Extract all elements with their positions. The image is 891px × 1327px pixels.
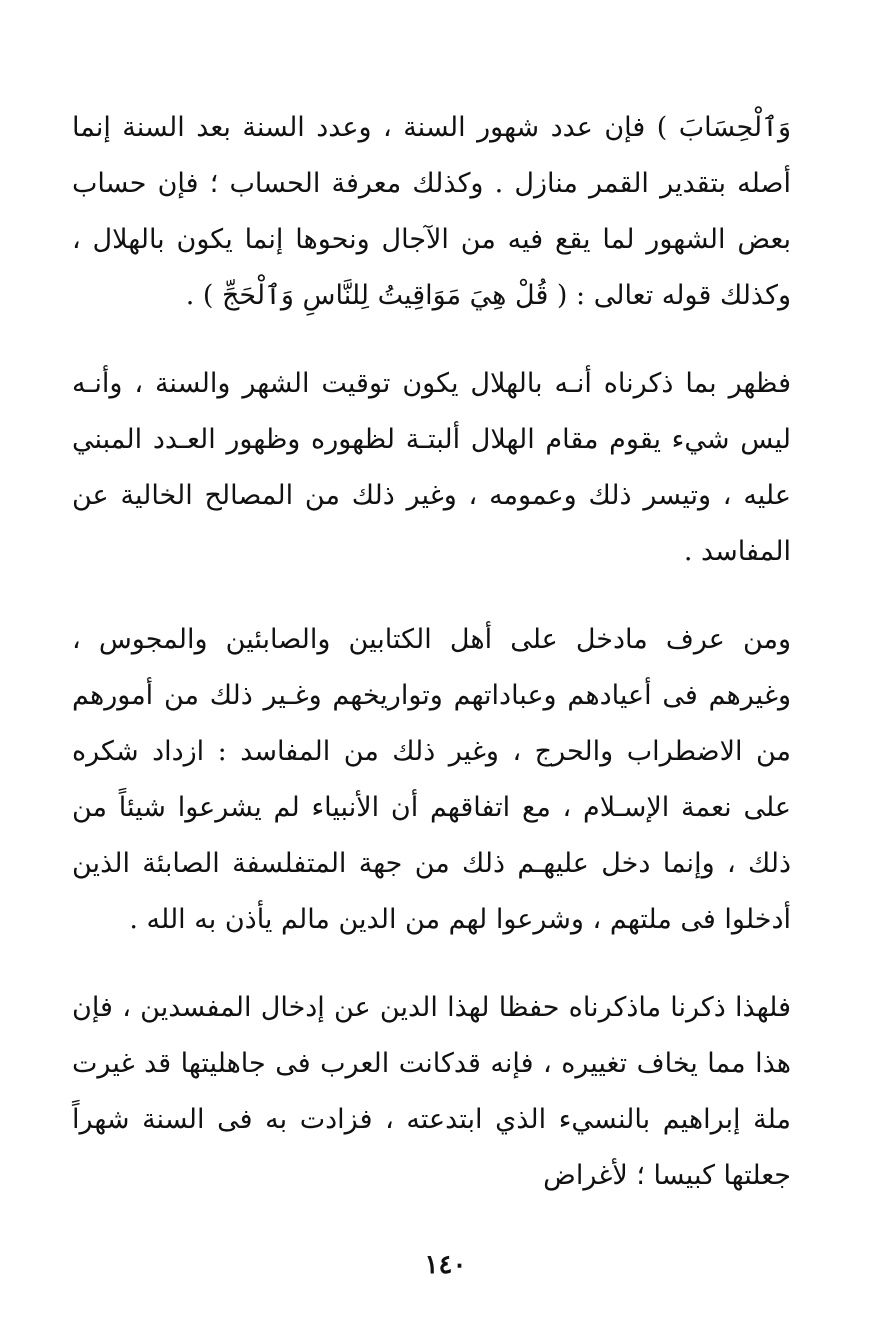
page-number: ١٤٠ [424,1250,467,1280]
paragraph-4: فلهذا ذكرنا ماذكرناه حفظا لهذا الدين عن إدخال المفسدين ، فإن هذا مما يخاف تغييره ، فإنه قدكانت العرب فى جاهليتها قد غيرت ملة إبراهيم بالنسيء الذي ابتدعته ، فزادت به فى السنة شهراً جعلتها كبيسا ؛ لأغراض [72,992,791,1191]
paragraph-3: ومن عرف مادخل على أهل الكتابين والصابئين والمجوس ، وغيرهم فى أعيادهم وعباداتهم وتواريخهم وغـير ذلك من أمورهم من الاضطراب والحرج ، وغير ذلك من المفاسد : ازداد شكره على نعمة الإسـلام ، مع اتفاقهم أن الأنبياء لم يشرعوا شيئاً من ذلك ، وإنما دخل عليهـم ذلك من جهة المتفلسفة الصابئة الذين أدخلوا فى ملتهم ، وشرعوا لهم من الدين مالم يأذن به الله . [72,624,791,935]
paragraph-1: وَٱلْحِسَابَ ) فإن عدد شهور السنة ، وعدد السنة بعد السنة إنما أصله بتقدير القمر منازل . وكذلك معرفة الحساب ؛ فإن حساب بعض الشهور لما يقع فيه من الآجال ونحوها إنما يكون بالهلال ، وكذلك قوله تعالى : ( قُلْ هِيَ مَوَاقِيتُ لِلنَّاسِ وَٱلْحَجِّ ) . [72,112,791,311]
paragraph-2: فظهر بما ذكرناه أنـه بالهلال يكون توقيت الشهر والسنة ، وأنـه ليس شيء يقوم مقام الهلال ألبتـة لظهوره وظهور العـدد المبني عليه ، وتيسر ذلك وعمومه ، وغير ذلك من المصالح الخالية عن المفاسد . [72,368,791,567]
body-text [72,100,791,1204]
